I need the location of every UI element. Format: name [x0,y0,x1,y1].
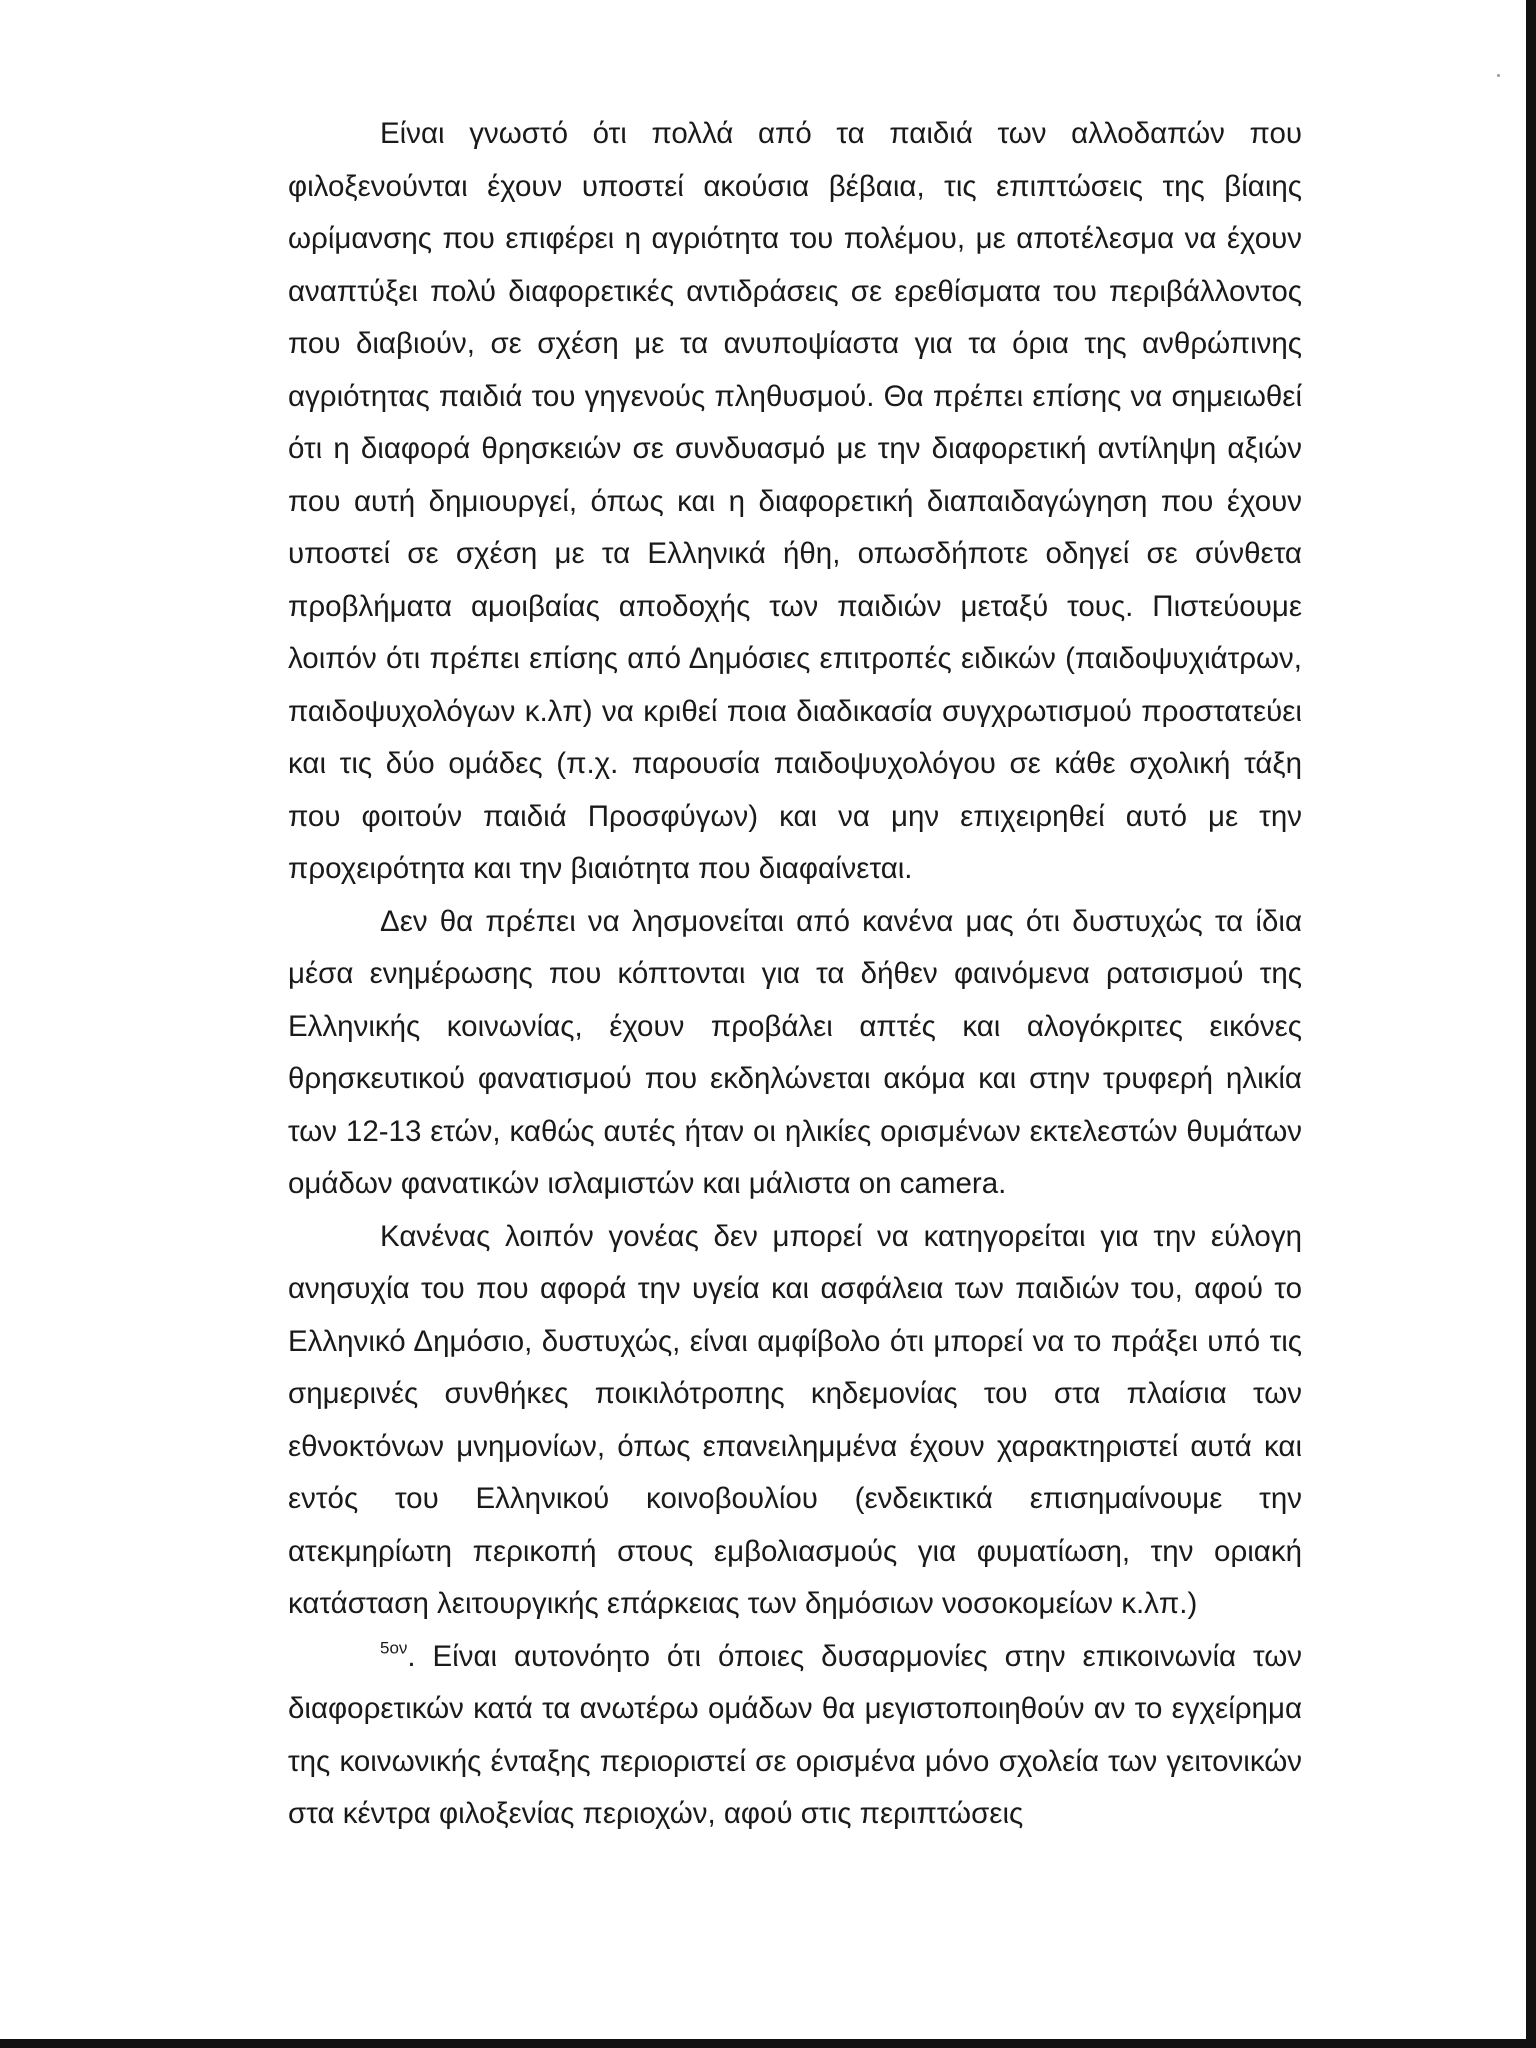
document-body [288,108,1302,1841]
paragraph-parents-concern: Κανένας λοιπόν γονέας δεν μπορεί να κατηγορείται για την εύλογη ανησυχία του που αφορά την υγεία και ασφάλεια των παιδιών του, αφού το Ελληνικό Δημόσιο, δυστυχώς, είναι αμφίβολο ότι μπορεί να το πράξει υπό τις σημερινές συνθήκες ποικιλότροπης κηδεμονίας του στα πλαίσια των εθνοκτόνων μνημονίων, όπως επανειλημμένα έχουν χαρακτηριστεί αυτά και εντός του Ελληνικού κοινοβουλίου (ενδεικτικά επισημαίνουμε την ατεκμηρίωτη περικοπή στους εμβολιασμούς για φυματίωση, την οριακή κατάσταση λειτουργικής επάρκειας των δημόσιων νοσοκομείων κ.λπ.) [288,1219,1302,1620]
scan-edge-right [1526,0,1536,2048]
scan-speck [1497,74,1500,77]
paragraph-fifth-point-text: . Είναι αυτονόητο ότι όποιες δυσαρμονίες στην επικοινωνία των διαφορετικών κατά τα ανωτέρω ομάδων θα μεγιστοποιηθούν αν το εγχείρημα της κοινωνικής ένταξης περιοριστεί σε ορισμένα μόνο σχολεία των γειτονικών στα κέντρα φιλοξενίας περιοχών, αφού στις περιπτώσεις [288,1639,1302,1830]
paragraph-refugee-children: Είναι γνωστό ότι πολλά από τα παιδιά των αλλοδαπών που φιλοξενούνται έχουν υποστεί ακούσια βέβαια, τις επιπτώσεις της βίαιης ωρίμανσης που επιφέρει η αγριότητα του πολέμου, με αποτέλεσμα να έχουν αναπτύξει πολύ διαφορετικές αντιδράσεις σε ερεθίσματα του περιβάλλοντος που διαβιούν, σε σχέση με τα ανυποψίαστα για τα όρια της ανθρώπινης αγριότητας παιδιά του γηγενούς πληθυσμού. Θα πρέπει επίσης να σημειωθεί ότι η διαφορά θρησκειών σε συνδυασμό με την διαφορετική αντίληψη αξιών που αυτή δημιουργεί, όπως και η διαφορετική διαπαιδαγώγηση που έχουν υποστεί σε σχέση με τα Ελληνικά ήθη, οπωσδήποτε οδηγεί σε σύνθετα προβλήματα αμοιβαίας αποδοχής των παιδιών μεταξύ τους. Πιστεύουμε λοιπόν ότι πρέπει επίσης από Δημόσιες επιτροπές ειδικών (παιδοψυχιάτρων, παιδοψυχολόγων κ.λπ) να κριθεί ποια διαδικασία συγχρωτισμού προστατεύει και τις δύο ομάδες (π.χ. παρουσία παιδοψυχολόγου σε κάθε σχολική τάξη που φοιτούν παιδιά Προσφύγων) και να μην επιχειρηθεί αυτό με την προχειρότητα και την βιαιότητα που διαφαίνεται. [288,117,1302,885]
ordinal-marker: 5ον [380,1637,408,1657]
paragraph-fifth-point [288,1631,1302,1841]
scan-edge-bottom [0,2039,1536,2048]
paragraph-media-fanaticism: Δεν θα πρέπει να λησμονείται από κανένα μας ότι δυστυχώς τα ίδια μέσα ενημέρωσης που κόπτονται για τα δήθεν φαινόμενα ρατσισμού της Ελληνικής κοινωνίας, έχουν προβάλει απτές και αλογόκριτες εικόνες θρησκευτικού φανατισμού που εκδηλώνεται ακόμα και στην τρυφερή ηλικία των 12-13 ετών, καθώς αυτές ήταν οι ηλικίες ορισμένων εκτελεστών θυμάτων ομάδων φανατικών ισλαμιστών και μάλιστα on camera. [288,904,1302,1200]
